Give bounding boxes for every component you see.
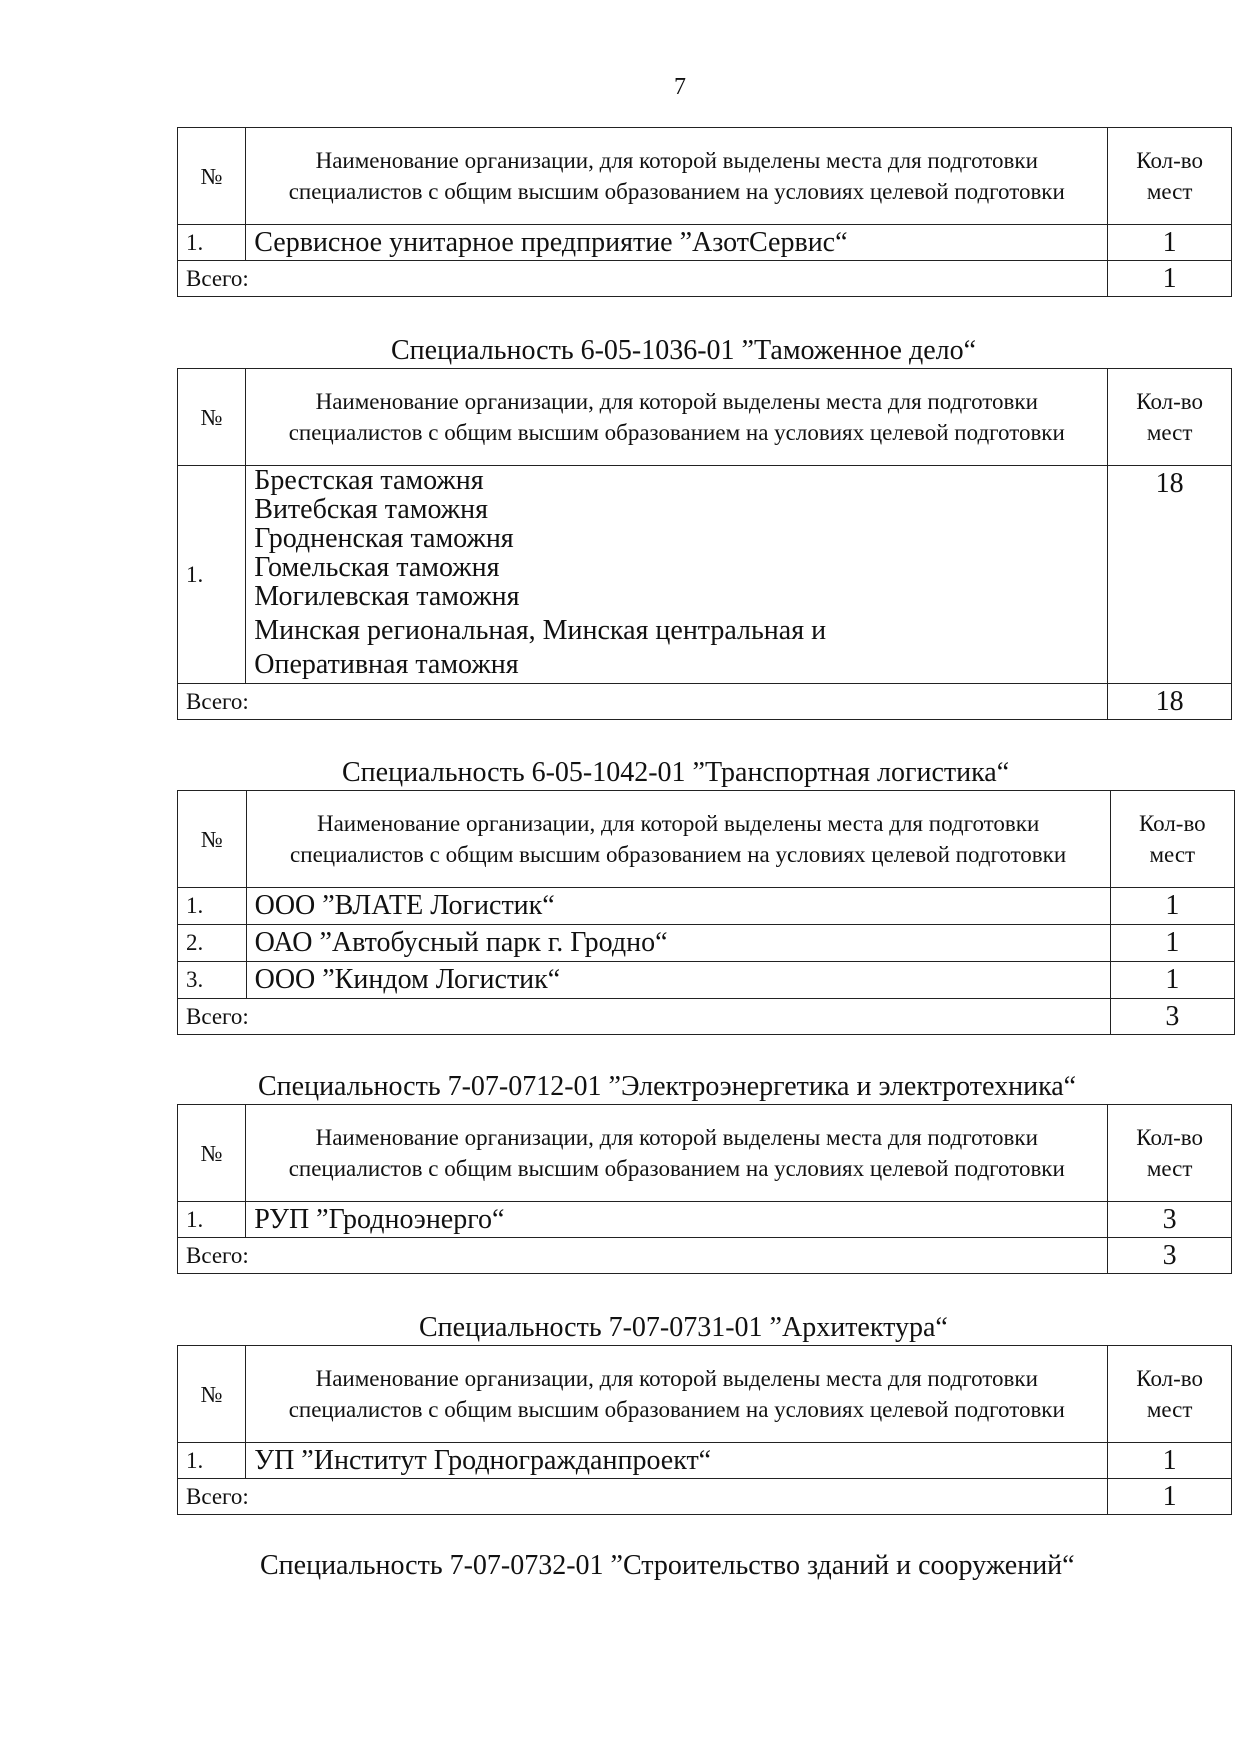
- table-row: [178, 962, 1235, 999]
- row-count: 1: [1110, 962, 1234, 999]
- table-power-engineering: [177, 1104, 1232, 1274]
- header-no: №: [178, 791, 247, 888]
- total-label: Всего:: [178, 261, 1108, 297]
- total-row: [178, 261, 1232, 297]
- total-label: Всего:: [178, 1479, 1108, 1515]
- org-name: Сервисное унитарное предприятие ”АзотСервис“: [246, 225, 1108, 261]
- row-number: 2.: [178, 925, 247, 962]
- table-header-row: [178, 128, 1232, 225]
- total-count: 1: [1108, 1479, 1232, 1515]
- header-org-name: Наименование организации, для которой выделены места для подготовки специалистов с общим высшим образованием на условиях целевой подготовки: [246, 1346, 1108, 1443]
- header-count: Кол-во мест: [1108, 1346, 1232, 1443]
- org-name: ООО ”Киндом Логистик“: [246, 962, 1110, 999]
- total-row: [178, 999, 1235, 1035]
- table-header-row: [178, 791, 1235, 888]
- section-title: Специальность 6-05-1042-01 ”Транспортная логистика“: [342, 757, 1010, 788]
- total-row: [178, 1238, 1232, 1274]
- header-org-name: Наименование организации, для которой выделены места для подготовки специалистов с общим высшим образованием на условиях целевой подготовки: [246, 791, 1110, 888]
- total-label: Всего:: [178, 999, 1111, 1035]
- header-count: Кол-во мест: [1108, 369, 1232, 466]
- table-continuation: [177, 127, 1232, 297]
- row-number: 3.: [178, 962, 247, 999]
- header-count: Кол-во мест: [1108, 128, 1232, 225]
- section-title: Специальность 6-05-1036-01 ”Таможенное дело“: [391, 335, 977, 366]
- org-line: Оперативная таможня: [254, 649, 519, 680]
- org-line: Минская региональная, Минская центральная и: [254, 615, 827, 646]
- table-row: [178, 466, 1232, 684]
- row-number: 1.: [178, 1443, 246, 1479]
- total-count: 3: [1108, 1238, 1232, 1274]
- org-line: Гродненская таможня: [254, 523, 514, 554]
- total-count: 18: [1108, 684, 1232, 720]
- row-count: 1: [1110, 925, 1234, 962]
- table-row: [178, 225, 1232, 261]
- row-count: 3: [1108, 1202, 1232, 1238]
- header-org-name: Наименование организации, для которой выделены места для подготовки специалистов с общим высшим образованием на условиях целевой подготовки: [246, 1105, 1108, 1202]
- table-row: [178, 1443, 1232, 1479]
- section-title: Специальность 7-07-0732-01 ”Строительство зданий и сооружений“: [260, 1550, 1075, 1581]
- table-logistics: [177, 790, 1235, 1035]
- header-no: №: [178, 1105, 246, 1202]
- header-org-name: Наименование организации, для которой выделены места для подготовки специалистов с общим высшим образованием на условиях целевой подготовки: [246, 369, 1108, 466]
- header-count: Кол-во мест: [1108, 1105, 1232, 1202]
- row-count: 1: [1108, 225, 1232, 261]
- row-number: 1.: [178, 1202, 246, 1238]
- row-count: 1: [1110, 888, 1234, 925]
- section-title: Специальность 7-07-0712-01 ”Электроэнергетика и электротехника“: [258, 1071, 1077, 1102]
- row-count: 1: [1108, 1443, 1232, 1479]
- org-line: Гомельская таможня: [254, 552, 500, 583]
- org-name: РУП ”Гродноэнерго“: [246, 1202, 1108, 1238]
- total-row: [178, 1479, 1232, 1515]
- total-count: 3: [1110, 999, 1234, 1035]
- org-name: ОАО ”Автобусный парк г. Гродно“: [246, 925, 1110, 962]
- org-name: УП ”Институт Гродногражданпроект“: [246, 1443, 1108, 1479]
- table-header-row: [178, 369, 1232, 466]
- header-no: №: [178, 369, 246, 466]
- row-number: 1.: [178, 466, 246, 684]
- total-count: 1: [1108, 261, 1232, 297]
- header-no: №: [178, 128, 246, 225]
- total-label: Всего:: [178, 684, 1108, 720]
- org-name-list: [246, 466, 1108, 684]
- header-count: Кол-во мест: [1110, 791, 1234, 888]
- org-line: Брестская таможня: [254, 465, 484, 496]
- section-title: Специальность 7-07-0731-01 ”Архитектура“: [419, 1312, 948, 1343]
- table-row: [178, 1202, 1232, 1238]
- table-customs: [177, 368, 1232, 720]
- header-org-name: Наименование организации, для которой выделены места для подготовки специалистов с общим высшим образованием на условиях целевой подготовки: [246, 128, 1108, 225]
- org-line: Могилевская таможня: [254, 581, 520, 612]
- row-number: 1.: [178, 225, 246, 261]
- total-row: [178, 684, 1232, 720]
- total-label: Всего:: [178, 1238, 1108, 1274]
- row-count: 18: [1108, 466, 1232, 684]
- page-number: 7: [674, 74, 686, 100]
- org-name: ООО ”ВЛАТЕ Логистик“: [246, 888, 1110, 925]
- table-row: [178, 888, 1235, 925]
- row-number: 1.: [178, 888, 247, 925]
- table-header-row: [178, 1346, 1232, 1443]
- table-architecture: [177, 1345, 1232, 1515]
- table-row: [178, 925, 1235, 962]
- org-line: Витебская таможня: [254, 494, 488, 525]
- table-header-row: [178, 1105, 1232, 1202]
- header-no: №: [178, 1346, 246, 1443]
